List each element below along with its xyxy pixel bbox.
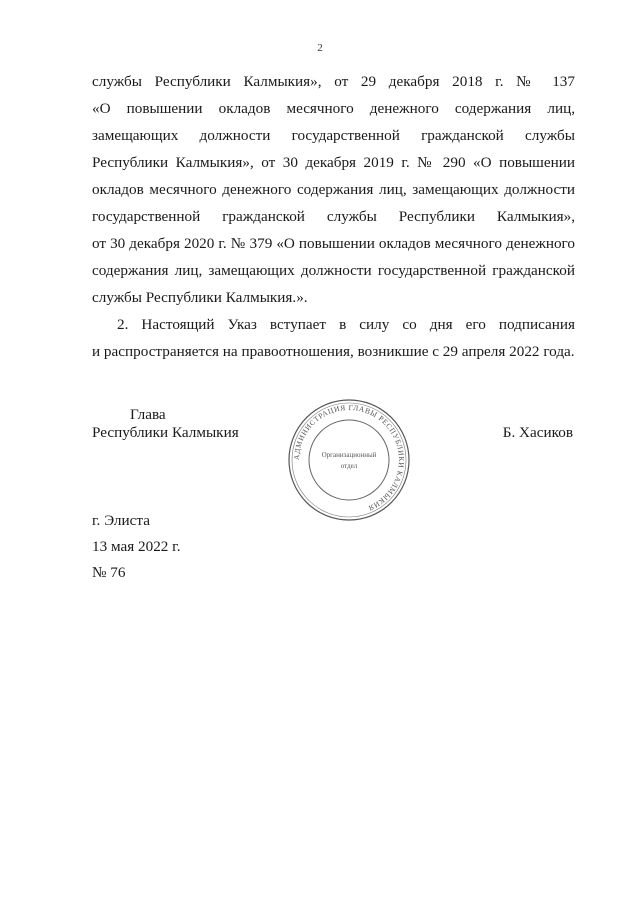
paragraph-1-line: замещающих должности государственной гражданской службы <box>92 127 575 144</box>
stamp-center-line-1: Организационный <box>321 451 377 459</box>
paragraph-1-line: «О повышении окладов месячного денежного содержания лиц, <box>92 100 575 117</box>
stamp-ring-text: АДМИНИСТРАЦИЯ ГЛАВЫ РЕСПУБЛИКИ КАЛМЫКИЯ <box>291 402 407 513</box>
signatory-title-line-1: Глава <box>130 406 166 423</box>
decree-number: № 76 <box>92 564 126 581</box>
paragraph-1-line: государственной гражданской службы Республики Калмыкия», <box>92 208 575 225</box>
paragraph-1-line: службы Республики Калмыкия.». <box>92 289 308 306</box>
paragraph-1-line: содержания лиц, замещающих должности государственной гражданской <box>92 262 575 279</box>
paragraph-1-line: окладов месячного денежного содержания лиц, замещающих должности <box>92 181 575 198</box>
paragraph-1-line: Республики Калмыкия», от 30 декабря 2019 г. № 290 «О повышении <box>92 154 575 171</box>
official-seal-stamp <box>286 397 412 523</box>
signatory-title-line-2: Республики Калмыкия <box>92 424 239 441</box>
issue-date: 13 мая 2022 г. <box>92 538 181 555</box>
issue-city: г. Элиста <box>92 512 150 529</box>
stamp-center-line-2: отдел <box>340 462 358 470</box>
paragraph-2-line: 2. Настоящий Указ вступает в силу со дня его подписания <box>117 316 575 333</box>
page-number: 2 <box>317 42 323 54</box>
signatory-name: Б. Хасиков <box>502 424 573 441</box>
paragraph-1-line: службы Республики Калмыкия», от 29 декабря 2018 г. № 137 <box>92 73 575 90</box>
paragraph-1-line: от 30 декабря 2020 г. № 379 «О повышении окладов месячного денежного <box>92 235 575 252</box>
paragraph-2-line: и распространяется на правоотношения, возникшие с 29 апреля 2022 года. <box>92 343 575 360</box>
document-body <box>92 68 575 365</box>
